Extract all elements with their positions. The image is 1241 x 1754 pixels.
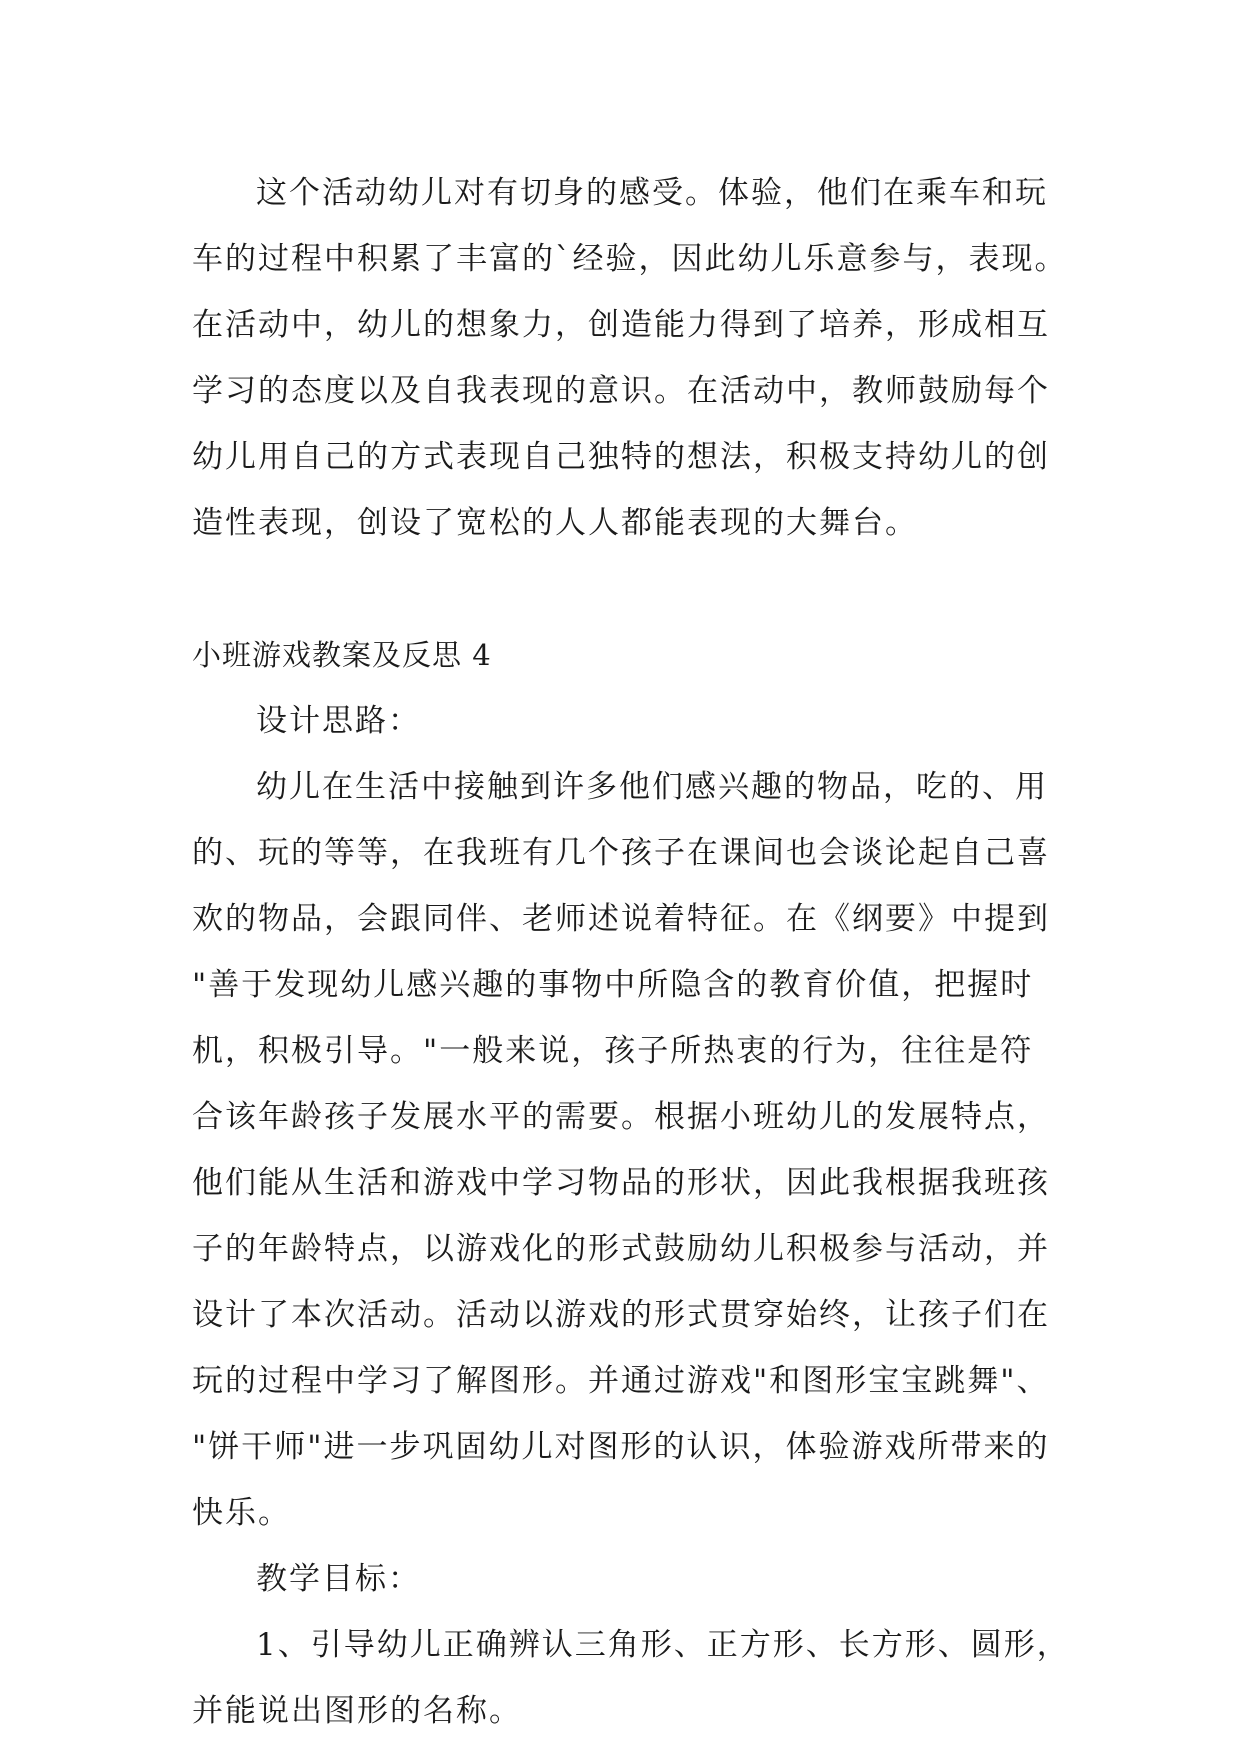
paragraph-line: 车的过程中积累了丰富的`经验，因此幼儿乐意参与，表现。 (192, 241, 1068, 277)
section-spacer (192, 556, 1052, 622)
document-body (192, 160, 1070, 1744)
goals-label: 教学目标： (256, 1561, 421, 1597)
paragraph-line: 玩的过程中学习了解图形。并通过游戏"和图形宝宝跳舞"、 (192, 1363, 1050, 1399)
paragraph-line: 欢的物品，会跟同伴、老师述说着特征。在《纲要》中提到 (192, 901, 1050, 937)
paragraph-line: 造性表现，创设了宽松的人人都能表现的大舞台。 (192, 505, 918, 541)
paragraph-line: 子的年龄特点，以游戏化的形式鼓励幼儿积极参与活动，并 (192, 1231, 1050, 1267)
paragraph-line: 这个活动幼儿对有切身的感受。体验，他们在乘车和玩 (256, 175, 1048, 211)
paragraph-line: 快乐。 (192, 1495, 291, 1531)
paragraph-line: 幼儿用自己的方式表现自己独特的想法，积极支持幼儿的创 (192, 439, 1050, 475)
goal-line: 并能说出图形的名称。 (192, 1693, 522, 1729)
paragraph-line: 他们能从生活和游戏中学习物品的形状，因此我根据我班孩 (192, 1165, 1050, 1201)
paragraph-line: 合该年龄孩子发展水平的需要。根据小班幼儿的发展特点， (192, 1099, 1050, 1135)
paragraph-line: 机，积极引导。"一般来说，孩子所热衷的行为，往往是符 (192, 1033, 1034, 1069)
paragraph-line: "善于发现幼儿感兴趣的事物中所隐含的教育价值，把握时 (192, 967, 1034, 1003)
design-label: 设计思路： (256, 703, 421, 739)
paragraph-line: 的、玩的等等，在我班有几个孩子在课间也会谈论起自己喜 (192, 835, 1050, 871)
paragraph-line: 在活动中，幼儿的想象力，创造能力得到了培养，形成相互 (192, 307, 1050, 343)
paragraph-line: 学习的态度以及自我表现的意识。在活动中，教师鼓励每个 (192, 373, 1050, 409)
goal-line: 1、引导幼儿正确辨认三角形、正方形、长方形、圆形， (256, 1627, 1070, 1663)
paragraph-line: 设计了本次活动。活动以游戏的形式贯穿始终，让孩子们在 (192, 1297, 1050, 1333)
section-title: 小班游戏教案及反思 4 (192, 638, 492, 672)
paragraph-line: "饼干师"进一步巩固幼儿对图形的认识，体验游戏所带来的 (192, 1429, 1050, 1465)
paragraph-line: 幼儿在生活中接触到许多他们感兴趣的物品，吃的、用 (256, 769, 1048, 805)
